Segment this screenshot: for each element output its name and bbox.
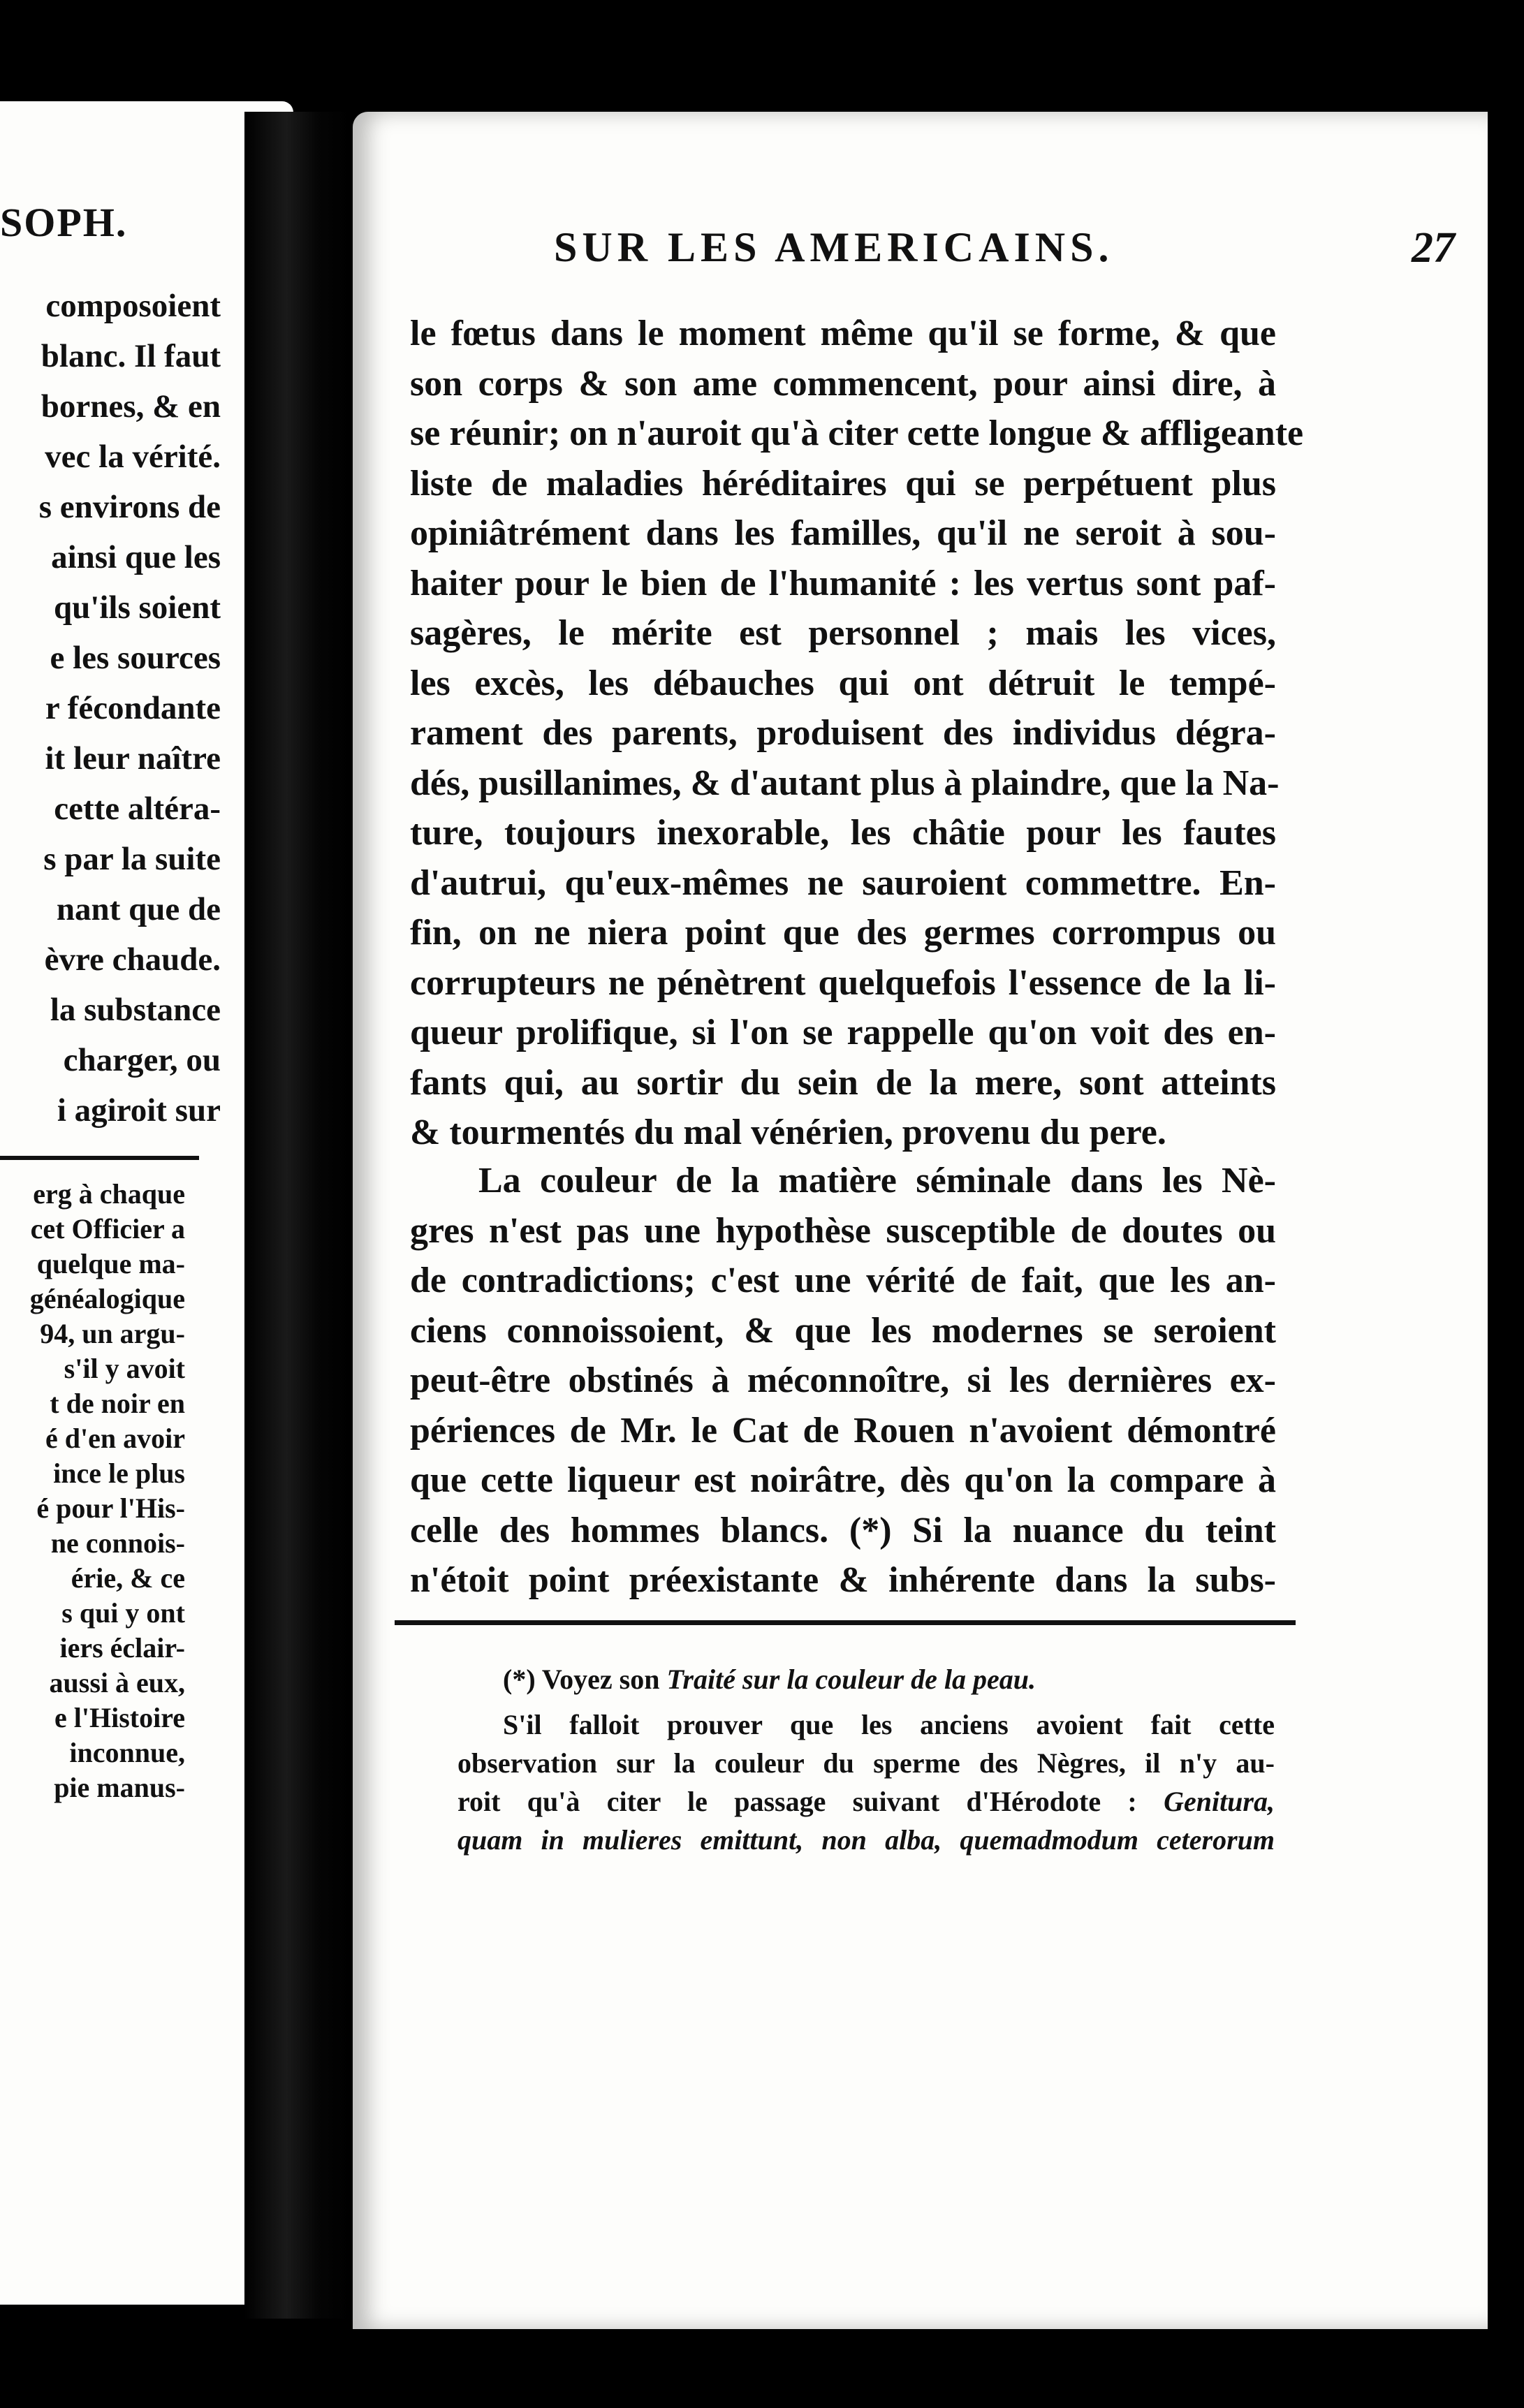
left-note-line: e l'Histoire xyxy=(54,1702,185,1733)
footnote-line: quam in mulieres emittunt, non alba, quemadmodum ceterorum xyxy=(457,1824,1275,1856)
left-note-line: 94, un argu- xyxy=(40,1318,185,1349)
left-text-line: composoient xyxy=(45,288,221,324)
body-text-line: peut-être obstinés à méconnoître, si les dernières ex- xyxy=(410,1360,1276,1400)
body-text-line: rament des parents, produisent des individus dégra- xyxy=(410,713,1276,753)
left-text-line: nant que de xyxy=(56,891,221,927)
body-text-line: fin, on ne niera point que des germes corrompus ou xyxy=(410,913,1276,953)
left-note-line: iers éclair- xyxy=(59,1632,185,1664)
footnote-rule xyxy=(395,1620,1296,1625)
body-text-line: celle des hommes blancs. (*) Si la nuance du teint xyxy=(410,1510,1276,1550)
body-text-line: le fœtus dans le moment même qu'il se forme, & que xyxy=(410,314,1276,353)
footnote-line: (*) Voyez son Traité sur la couleur de la peau. xyxy=(503,1664,1036,1695)
left-note-line: s qui y ont xyxy=(61,1597,185,1629)
left-note-line: ne connois- xyxy=(50,1527,185,1559)
left-footnote-rule xyxy=(0,1156,199,1160)
left-text-line: r fécondante xyxy=(45,690,221,726)
left-note-line: cet Officier a xyxy=(30,1213,185,1245)
body-text-line: queur prolifique, si l'on se rappelle qu'on voit des en- xyxy=(410,1013,1276,1052)
body-text-line: sagères, le mérite est personnel ; mais les vices, xyxy=(410,613,1276,653)
left-note-line: é d'en avoir xyxy=(45,1423,185,1454)
left-text-line: bornes, & en xyxy=(41,388,221,425)
running-title: SUR LES AMERICAINS. xyxy=(554,224,1114,270)
left-note-line: généalogique xyxy=(29,1283,185,1314)
book-gutter xyxy=(244,112,349,2319)
right-page xyxy=(353,112,1488,2329)
left-text-line: s par la suite xyxy=(43,841,221,877)
footnote-line: observation sur la couleur du sperme des Nègres, il n'y au- xyxy=(457,1747,1275,1779)
body-text-line: ture, toujours inexorable, les châtie pour les fautes xyxy=(410,813,1276,853)
page-number: 27 xyxy=(1412,224,1455,272)
left-note-line: inconnue, xyxy=(69,1737,185,1768)
body-text-line: se réunir; on n'auroit qu'à citer cette longue & affligeante xyxy=(410,413,1304,453)
left-text-line: èvre chaude. xyxy=(44,941,221,978)
body-text-line: son corps & son ame commencent, pour ainsi dire, à xyxy=(410,363,1276,404)
body-text-line: & tourmentés du mal vénérien, provenu du pere. xyxy=(410,1113,1166,1152)
left-note-line: erg à chaque xyxy=(33,1178,185,1210)
left-note-line: ince le plus xyxy=(53,1458,185,1489)
body-text-line: fants qui, au sortir du sein de la mere, sont atteints xyxy=(410,1062,1276,1103)
left-note-line: aussi à eux, xyxy=(49,1667,185,1698)
body-text-line: La couleur de la matière séminale dans les Nè- xyxy=(478,1161,1276,1201)
running-head xyxy=(554,223,1455,279)
left-note-line: quelque ma- xyxy=(36,1248,185,1279)
body-text-line: gres n'est pas une hypothèse susceptible de doutes ou xyxy=(410,1210,1276,1251)
left-text-line: la substance xyxy=(50,992,221,1028)
body-text-line: d'autrui, qu'eux-mêmes ne sauroient commettre. En- xyxy=(410,862,1276,903)
body-text-line: opiniâtrément dans les familles, qu'il ne seroit à sou- xyxy=(410,513,1276,553)
left-text-line: charger, ou xyxy=(63,1042,221,1078)
left-text-line: e les sources xyxy=(50,640,221,676)
body-text-line: ciens connoissoient, & que les modernes se seroient xyxy=(410,1310,1276,1351)
left-note-line: pie manus- xyxy=(54,1772,185,1803)
left-text-line: blanc. Il faut xyxy=(41,338,221,374)
body-text-line: corrupteurs ne pénètrent quelquefois l'essence de la li- xyxy=(410,962,1276,1003)
body-text-line: les excès, les débauches qui ont détruit le tempé- xyxy=(410,663,1276,703)
body-text-line: que cette liqueur est noirâtre, dès qu'on la compare à xyxy=(410,1460,1276,1500)
body-text-line: liste de maladies héréditaires qui se perpétuent plus xyxy=(410,463,1276,504)
body-text-line: n'étoit point préexistante & inhérente dans la subs- xyxy=(410,1560,1276,1600)
left-note-line: t de noir en xyxy=(50,1388,185,1419)
footnote-line: roit qu'à citer le passage suivant d'Hérodote : Genitura, xyxy=(457,1786,1275,1817)
left-text-line: it leur naître xyxy=(45,740,221,777)
body-text-line: haiter pour le bien de l'humanité : les vertus sont paf- xyxy=(410,563,1276,603)
left-text-line: s environs de xyxy=(38,489,221,525)
left-running-head: SOPH. xyxy=(0,200,128,245)
left-text-line: ainsi que les xyxy=(51,539,221,575)
left-note-line: é pour l'His- xyxy=(36,1492,185,1524)
left-note-line: érie, & ce xyxy=(71,1562,185,1594)
left-text-line: cette altéra- xyxy=(54,791,221,827)
left-text-line: qu'ils soient xyxy=(54,589,221,626)
body-text-line: dés, pusillanimes, & d'autant plus à plaindre, que la Na- xyxy=(410,763,1280,803)
left-text-line: vec la vérité. xyxy=(45,439,221,475)
left-text-line: i agiroit sur xyxy=(57,1092,221,1129)
body-text-line: périences de Mr. le Cat de Rouen n'avoient démontré xyxy=(410,1410,1276,1451)
footnote-line: S'il falloit prouver que les anciens avoient fait cette xyxy=(503,1709,1275,1740)
body-text-line: de contradictions; c'est une vérité de fait, que les an- xyxy=(410,1261,1276,1300)
left-note-line: s'il y avoit xyxy=(64,1353,185,1384)
